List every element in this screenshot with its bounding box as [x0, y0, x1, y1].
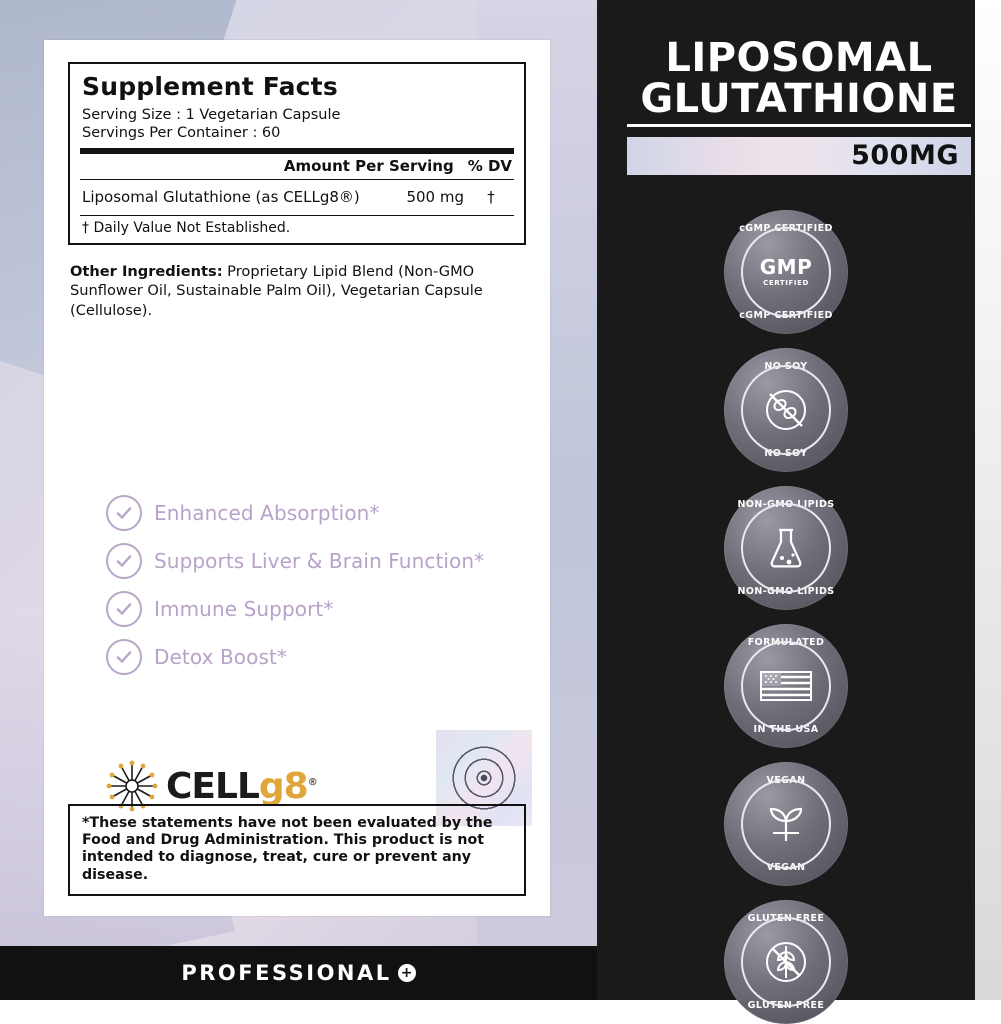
benefit-label: Detox Boost*: [154, 645, 288, 669]
daily-value-footnote: † Daily Value Not Established.: [82, 220, 291, 236]
non-gmo-lipids-icon: [741, 503, 831, 593]
product-title-block: [627, 35, 971, 175]
page-title: LIPOSOMAL: [665, 35, 933, 81]
badge-arc-top-text: NON-GMO LIPIDS: [737, 499, 835, 510]
badge-arc-bottom-text: cGMP CERTIFIED: [739, 310, 833, 321]
professional-label: PROFESSIONAL: [181, 961, 392, 985]
fda-disclaimer: *These statements have not been evaluated by the Food and Drug Administration. This product is not intended to diagnose, treat, cure or prevent any disease.: [68, 804, 526, 896]
badge-arc-bottom-text: NON-GMO LIPIDS: [737, 586, 835, 597]
dosage-value: 500MG: [851, 140, 959, 172]
no-soy-icon: [741, 365, 831, 455]
gluten-free-icon: [741, 917, 831, 1007]
list-item: [106, 591, 526, 627]
benefits-list: [106, 495, 526, 687]
cellg8-cell-text: CELL: [166, 765, 259, 807]
list-item: [106, 543, 526, 579]
serving-size-text: Serving Size : 1 Vegetarian Capsule: [82, 107, 341, 123]
supplement-label-card: [44, 40, 550, 916]
professional-footer-bar: [0, 946, 597, 1000]
ingredient-daily-value: †: [487, 188, 495, 206]
badge-arc-top-text: VEGAN: [766, 775, 806, 786]
title-underline: [627, 124, 971, 127]
benefit-label: Supports Liver & Brain Function*: [154, 549, 485, 573]
facts-column-headers: [80, 154, 514, 179]
percent-dv-header: % DV: [467, 157, 512, 175]
ingredient-name: Liposomal Glutathione (as CELLg8®): [82, 188, 360, 206]
right-edge-strip: [975, 0, 1001, 1000]
product-title-line2: GLUTATHIONE: [640, 75, 958, 122]
vegan-leaf-icon: [741, 779, 831, 869]
cellg8-g8-text: g8: [258, 765, 308, 807]
supplement-facts-title: Supplement Facts: [82, 72, 338, 101]
dosage-bar: [627, 137, 971, 175]
check-icon: [106, 591, 142, 627]
supplement-facts-panel: [68, 62, 526, 245]
check-icon: [106, 639, 142, 675]
other-ingredients-text: Proprietary Lipid Blend (Non-GMO Sunflower Oil, Sustainable Palm Oil), Vegetarian Capsule (Cellulose).: [70, 263, 483, 319]
plus-icon: +: [398, 964, 416, 982]
gluten-free-badge: [724, 900, 848, 1024]
servings-per-container-text: Servings Per Container : 60: [82, 125, 281, 141]
badge-arc-top-text: NO SOY: [764, 361, 808, 372]
other-ingredients-block: [70, 262, 520, 320]
badge-arc-bottom-text: VEGAN: [766, 862, 806, 873]
list-item: [106, 495, 526, 531]
benefit-label: Enhanced Absorption*: [154, 501, 380, 525]
non-gmo-lipids-badge: [724, 486, 848, 610]
badge-arc-bottom-text: IN THE USA: [753, 724, 819, 735]
registered-mark: ®: [307, 776, 317, 788]
badge-arc-top-text: FORMULATED: [747, 637, 825, 648]
badge-arc-top-text: cGMP CERTIFIED: [739, 223, 833, 234]
formulated-in-usa-badge: [724, 624, 848, 748]
badge-arc-bottom-text: GLUTEN FREE: [747, 1000, 825, 1011]
badge-arc-top-text: GLUTEN FREE: [747, 913, 825, 924]
certification-badges: [597, 210, 975, 1024]
ingredient-amount: 500 mg: [406, 188, 464, 206]
badge-arc-bottom-text: NO SOY: [764, 448, 808, 459]
cellg8-wordmark: [166, 766, 317, 807]
amount-per-serving-header: Amount Per Serving: [283, 157, 454, 175]
certified-text: CERTIFIED: [763, 278, 809, 287]
vegan-badge: [724, 762, 848, 886]
benefit-label: Immune Support*: [154, 597, 334, 621]
check-icon: [106, 495, 142, 531]
other-ingredients-label: Other Ingredients:: [70, 263, 223, 280]
usa-flag-icon: [741, 641, 831, 731]
label-right-panel: [597, 0, 1001, 1011]
gmp-certified-badge: [724, 210, 848, 334]
list-item: [106, 639, 526, 675]
no-soy-badge: [724, 348, 848, 472]
check-icon: [106, 543, 142, 579]
gmp-text: GMP: [759, 254, 813, 279]
gmp-certified-icon: [741, 227, 831, 317]
table-row: [80, 180, 514, 215]
